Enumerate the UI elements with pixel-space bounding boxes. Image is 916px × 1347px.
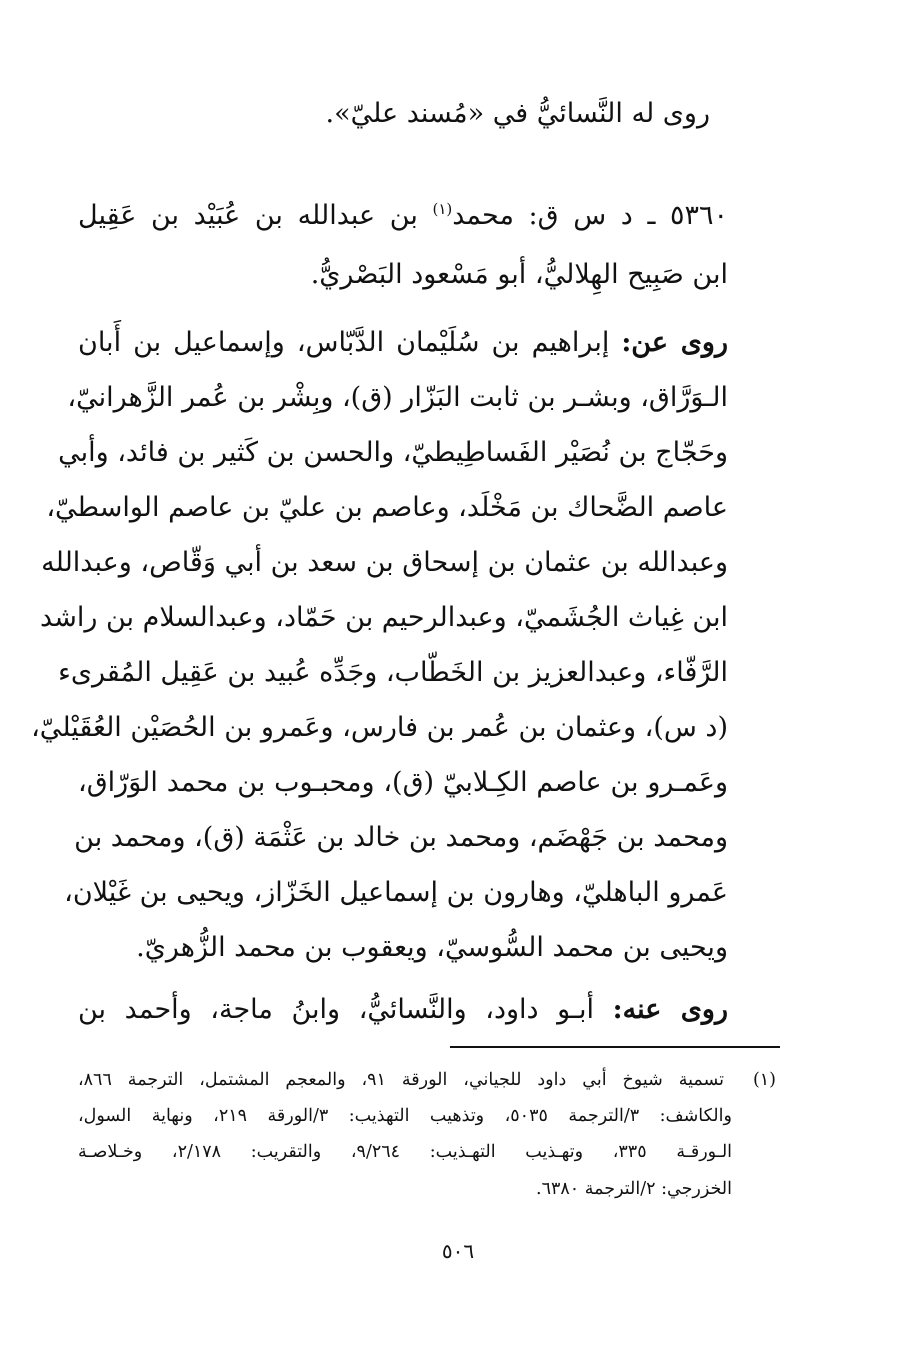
footnote-number: (١) (752, 1070, 776, 1090)
entry-heading-line-1 (78, 196, 728, 236)
entry-name-rest: بن عبدالله بن عُبَيْد بن عَقِيل (78, 200, 433, 231)
narrated-from-line: ويحيى بن محمد السُّوسيّ، ويعقوب بن محمد الزُّهريّ. (136, 932, 728, 963)
narrated-from-line: عَمرو الباهليّ، وهارون بن إسماعيل الخَزّاز، ويحيى بن غَيْلان، (64, 877, 728, 908)
narrated-from-line: وحَجّاج بن نُصَيْر الفَساطِيطيّ، والحسن بن كَثير بن فائد، وأبي (58, 437, 728, 468)
footnote-line: والكاشف: ٣/الترجمة ٥٠٣٥، وتذهيب التهذيب: ٣/الورقة ٢١٩، ونهاية السول، (78, 1106, 732, 1126)
narrated-from-text: إبراهيم بن سُلَيْمان الدَّبّاس، وإسماعيل بن أَبان (78, 327, 622, 358)
narrated-from-line: ومحمد بن جَهْضَم، ومحمد بن خالد بن عَثْمَة (ق)، ومحمد بن (74, 822, 728, 853)
narrated-from-line: (د س)، وعثمان بن عُمر بن فارس، وعَمرو بن الحُصَيْن العُقَيْليّ، (31, 712, 728, 743)
footnote-marker: (١) (432, 200, 453, 218)
narrated-from-line: الـوَرَّاق، وبشـر بن ثابت البَزّار (ق)، وبِشْر بن عُمر الزَّهرانيّ، (67, 382, 728, 413)
footnote-line: الـورقـة ٣٣٥، وتهـذيب التهـذيب: ٩/٢٦٤، والتقريب: ٢/١٧٨، وخـلاصـة (78, 1142, 733, 1162)
footnote-line: الخزرجي: ٢/الترجمة ٦٣٨٠. (536, 1179, 732, 1199)
intro-line: روى له النَّسائيُّ في «مُسند عليّ». (325, 98, 710, 129)
narrated-by-line (78, 990, 728, 1030)
narrated-from-label: روى عن: (621, 327, 728, 358)
entry-number: ٥٣٦٠ ـ د س ق: محمد (452, 200, 728, 231)
narrated-from-line: عاصم الضَّحاك بن مَخْلَد، وعاصم بن عليّ بن عاصم الواسطيّ، (46, 492, 728, 523)
narrated-from-line: وعبدالله بن عثمان بن إسحاق بن سعد بن أبي وَقّاص، وعبدالله (41, 547, 728, 578)
narrated-from-line: وعَمـرو بن عاصم الكِـلابيّ (ق)، ومحبـوب بن محمد الوَرّاق، (78, 767, 728, 798)
narrated-from-line: ابن غِياث الجُشَميّ، وعبدالرحيم بن حَمّاد، وعبدالسلام بن راشد (40, 602, 728, 633)
footnote-separator (450, 1046, 780, 1048)
narrated-by-label: روى عنه: (612, 994, 728, 1025)
narrated-from-line-1 (78, 323, 728, 363)
footnote-line: تسمية شيوخ أبي داود للجياني، الورقة ٩١، والمعجم المشتمل، الترجمة ٨٦٦، (78, 1070, 724, 1090)
narrated-from-line: الرَّفّاء، وعبدالعزيز بن الخَطّاب، وجَدِّه عُبيد بن عَقِيل المُقرىء (58, 657, 728, 688)
page-number: ٥٠٦ (441, 1239, 475, 1263)
narrated-by-text: أبـو داود، والنَّسائيُّ، وابنُ ماجة، وأحمد بن (78, 994, 613, 1025)
entry-heading-line-2: ابن صَبِيح الهِلاليُّ، أبو مَسْعود البَصْريُّ. (310, 259, 728, 290)
